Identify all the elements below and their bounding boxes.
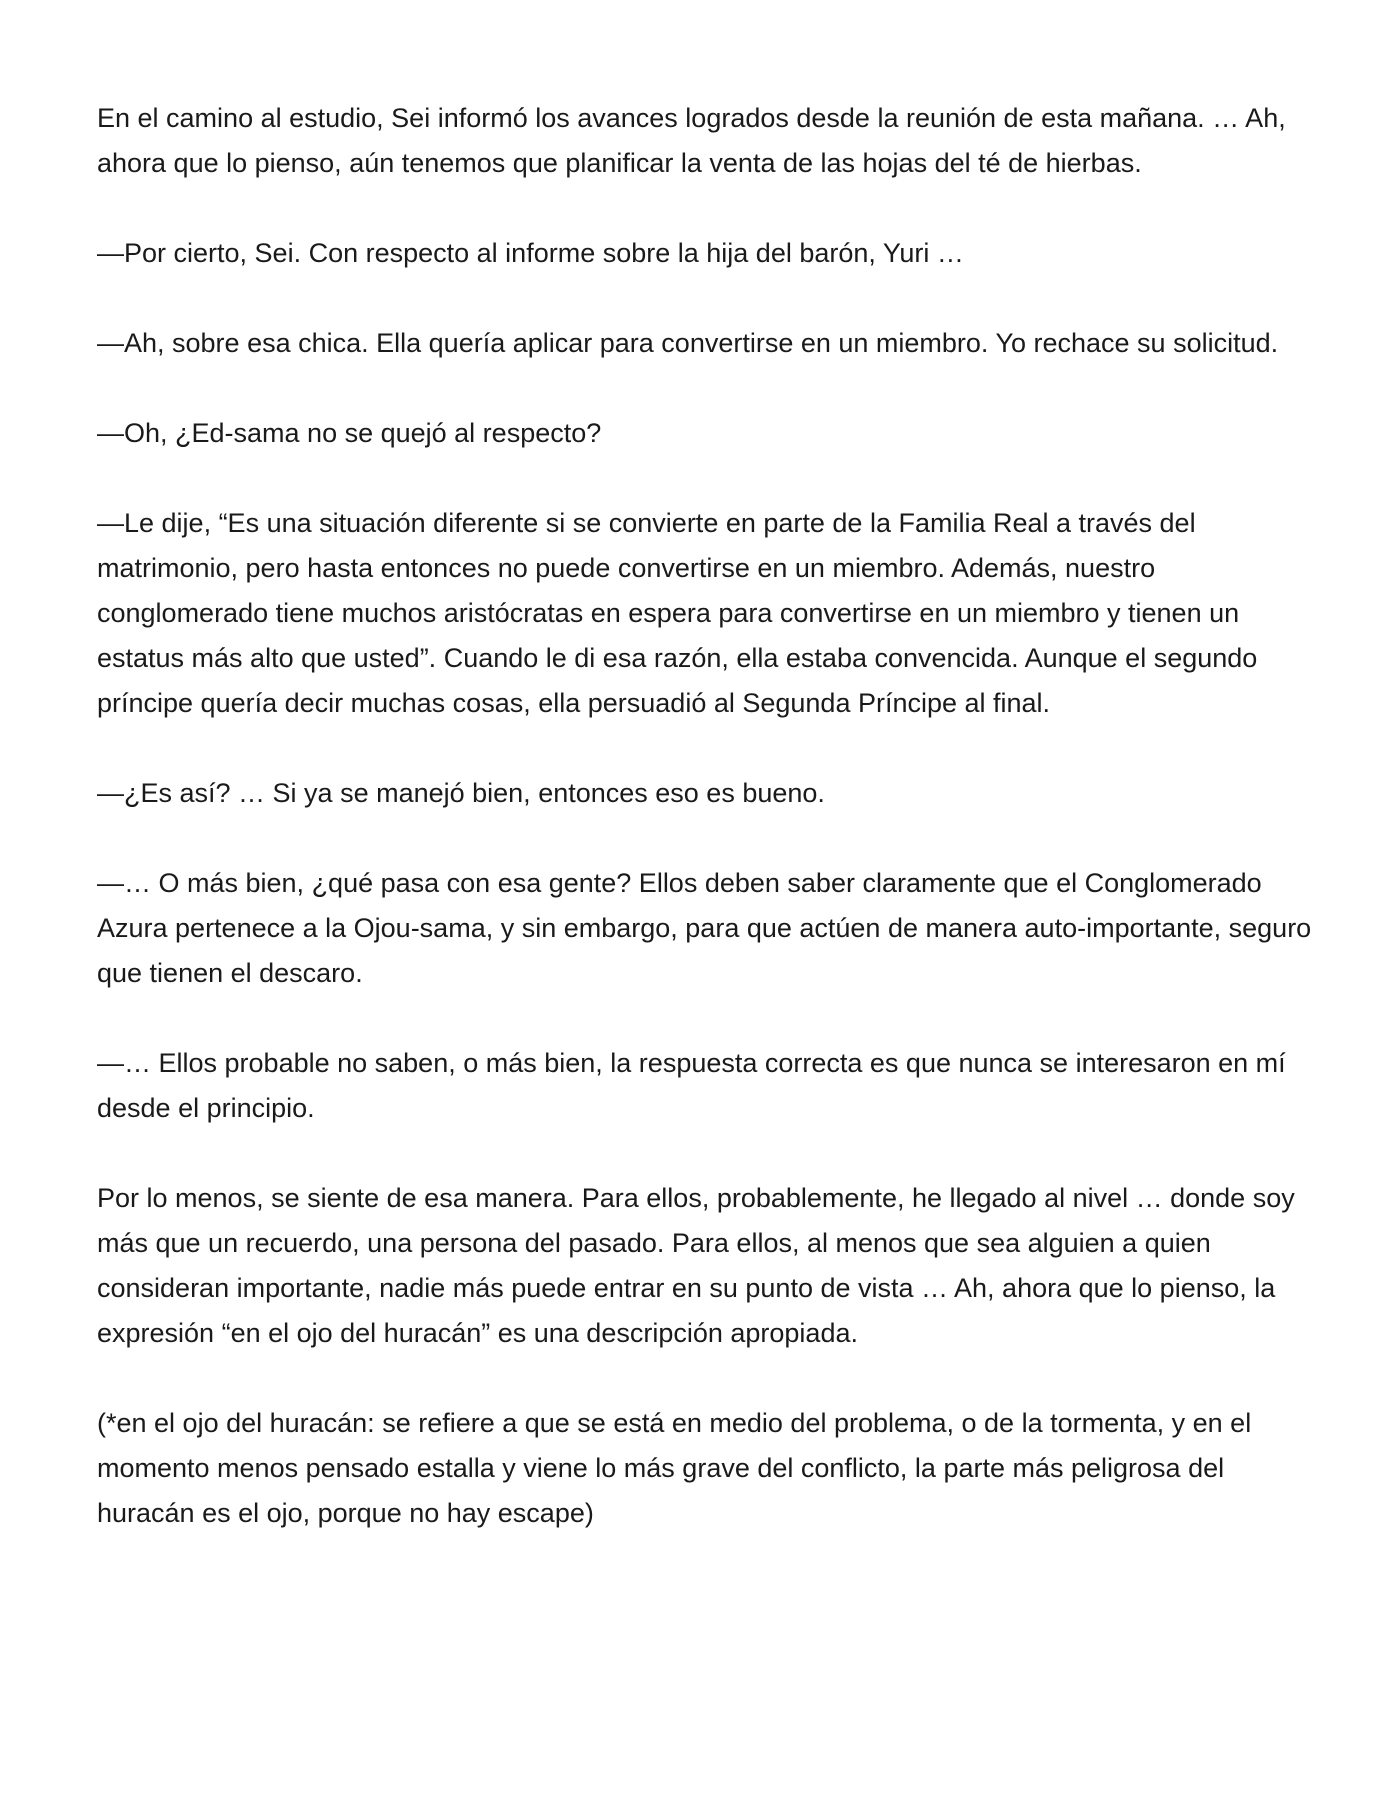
paragraph-dialogue-ed-sama: —Oh, ¿Ed-sama no se quejó al respecto? <box>97 418 602 448</box>
paragraph-narration-study: En el camino al estudio, Sei informó los avances logrados desde la reunión de esta mañana. … Ah, ahora que lo pienso, aún tenemos que planificar la venta de las hojas del té de hierbas. <box>97 103 1286 178</box>
paragraph-dialogue-explanation: —Le dije, “Es una situación diferente si se convierte en parte de la Familia Real a través del matrimonio, pero hasta entonces no puede convertirse en un miembro. Además, nuestro conglomerado tiene muchos aristócratas en espera para convertirse en un miembro y tienen un estatus más alto que usted”. Cuando le di esa razón, ella estaba convencida. Aunque el segundo príncipe quería decir muchas cosas, ella persuadió al Segunda Príncipe al final. <box>97 508 1258 718</box>
paragraph-dialogue-never-interested: —… Ellos probable no saben, o más bien, la respuesta correcta es que nunca se interesaron en mí desde el principio. <box>97 1048 1286 1123</box>
paragraph-dialogue-rejected: —Ah, sobre esa chica. Ella quería aplicar para convertirse en un miembro. Yo rechace su solicitud. <box>97 328 1279 358</box>
paragraph-dialogue-handled: —¿Es así? … Si ya se manejó bien, entonces eso es bueno. <box>97 778 825 808</box>
paragraph-dialogue-baron-daughter: —Por cierto, Sei. Con respecto al informe sobre la hija del barón, Yuri … <box>97 238 964 268</box>
paragraph-footnote: (*en el ojo del huracán: se refiere a que se está en medio del problema, o de la tormenta, y en el momento menos pensado estalla y viene lo más grave del conflicto, la parte más peligrosa del huracán es el ojo, porque no hay escape) <box>97 1408 1252 1528</box>
paragraph-narration-eye-of-hurricane: Por lo menos, se siente de esa manera. Para ellos, probablemente, he llegado al nivel … donde soy más que un recuerdo, una persona del pasado. Para ellos, al menos que sea alguien a quien consideran importante, nadie más puede entrar en su punto de vista … Ah, ahora que lo pienso, la expresión “en el ojo del huracán” es una descripción apropiada. <box>97 1183 1295 1348</box>
document-page <box>97 96 1322 1536</box>
paragraph-dialogue-those-people: —… O más bien, ¿qué pasa con esa gente? Ellos deben saber claramente que el Conglomerado Azura pertenece a la Ojou-sama, y sin embargo, para que actúen de manera auto-importante, seguro que tienen el descaro. <box>97 868 1312 988</box>
